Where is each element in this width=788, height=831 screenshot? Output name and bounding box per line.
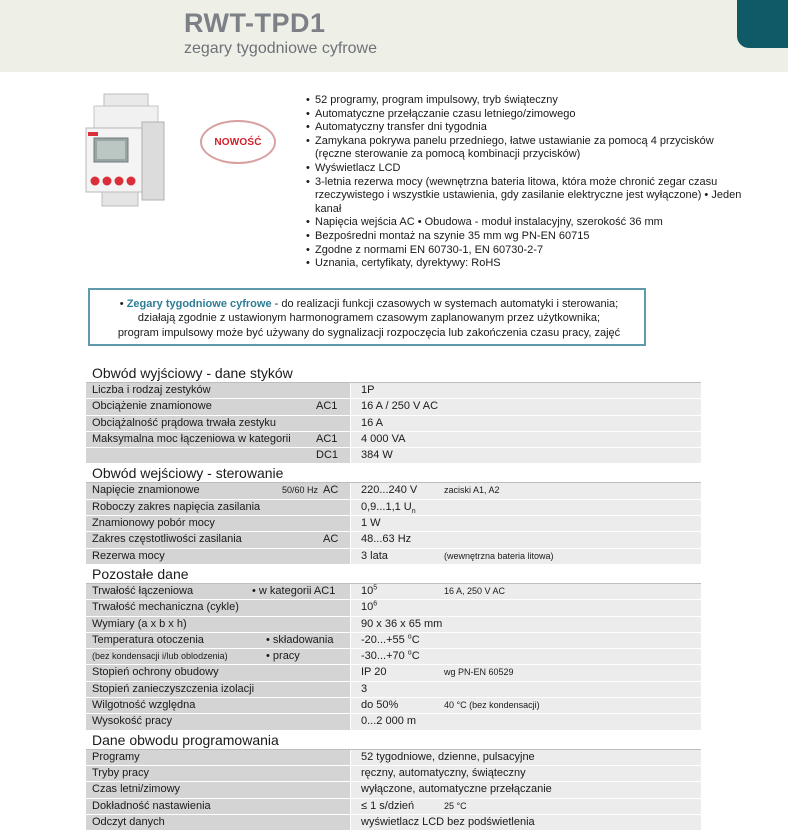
row-label: Trwałość mechaniczna (cykle)	[92, 601, 239, 614]
table-row	[86, 815, 701, 831]
row-label: Temperatura otoczenia	[92, 633, 204, 646]
row-label: Napięcie znamionowe	[92, 484, 200, 497]
column-divider	[350, 750, 351, 765]
row-qualifier: • pracy	[266, 650, 300, 663]
info-line-3: program impulsowy może być używany do sygnalizacji rozpoczęcia lub zakończenia czasu pracy, zajęć	[117, 326, 621, 339]
row-value: 16 A	[361, 416, 384, 429]
spec-table	[86, 364, 701, 831]
table-row	[86, 500, 701, 516]
table-row	[86, 782, 701, 798]
column-divider	[350, 799, 351, 814]
value-cell-bg	[351, 516, 701, 531]
column-divider	[350, 432, 351, 447]
column-divider	[350, 500, 351, 515]
feature-item: • Automatyczne przełączanie czasu letniego/zimowego	[306, 108, 746, 122]
table-row	[86, 714, 701, 730]
column-divider	[350, 649, 351, 664]
row-value: -30...+70 $^o$C	[361, 649, 420, 663]
table-row	[86, 649, 701, 665]
table-row	[86, 448, 701, 464]
row-label: Czas letni/zimowy	[92, 783, 181, 796]
row-label: Stopień ochrony obudowy	[92, 666, 219, 679]
row-value: 16 A / 250 V AC	[361, 400, 439, 413]
table-row	[86, 532, 701, 548]
row-value: wyłączone, automatyczne przełączanie	[361, 783, 552, 796]
column-divider	[350, 399, 351, 414]
feature-item: • Bezpośredni montaż na szynie 35 mm wg PN-EN 60715	[306, 230, 746, 244]
row-label: Maksymalna moc łączeniowa w kategorii	[92, 432, 291, 445]
table-row	[86, 750, 701, 766]
row-label: Obciążalność prądowa trwała zestyku	[92, 416, 277, 429]
table-row	[86, 633, 701, 649]
new-badge	[200, 120, 276, 164]
row-qualifier: AC1	[316, 432, 338, 445]
row-label: Stopień zanieczyszczenia izolacji	[92, 682, 255, 695]
info-text-1: - do realizacji funkcji czasowych w systemach automatyki i sterowania;	[271, 298, 619, 310]
row-value: -20...+55 $^o$C	[361, 633, 420, 646]
value-cell-bg	[351, 584, 701, 599]
new-badge-label: NOWOŚĆ	[214, 136, 262, 148]
row-value: wyświetlacz LCD bez podświetlenia	[361, 815, 535, 828]
corner-tab	[737, 0, 788, 48]
row-value: 4 000 VA	[361, 432, 406, 445]
feature-item: • Zgodne z normami EN 60730-1, EN 60730-2-7	[306, 244, 746, 258]
value-cell-bg	[351, 682, 701, 697]
info-box	[88, 288, 646, 346]
value-cell-bg	[351, 383, 701, 398]
column-divider	[350, 584, 351, 599]
row-value: ręczny, automatyczny, świąteczny	[361, 766, 526, 779]
column-divider	[350, 483, 351, 498]
column-divider	[350, 532, 351, 547]
row-qualifier: • składowania	[266, 633, 334, 646]
table-row	[86, 549, 701, 565]
row-qualifier: DC1	[316, 449, 339, 462]
row-label: Tryby pracy	[92, 766, 150, 779]
row-value: 1 W	[361, 517, 381, 530]
row-value: $10^5$	[361, 584, 378, 597]
info-bold: Zegary tygodniowe cyfrowe	[126, 298, 272, 310]
row-value: 3 lata	[361, 549, 388, 562]
info-line-2: działają zgodnie z ustawionym harmonogramem czasowym zaplanowanym przez użytkownika;	[137, 312, 601, 325]
value-superscript: o	[407, 649, 412, 657]
row-value: $10^6$	[361, 600, 378, 614]
row-label: Wymiary (a x b x h)	[92, 617, 187, 630]
feature-item: • 3-letnia rezerwa mocy (wewnętrzna bateria litowa, która może chronić zegar czasu rzeczywistego i wszystkie ustawienia, gdy zasilanie elektryczne jest wyłączone) • Jeden kanał	[306, 176, 746, 217]
value-cell-bg	[351, 416, 701, 431]
device-image	[80, 92, 172, 212]
row-label: Znamionowy pobór mocy	[92, 517, 215, 530]
row-label: Wysokość pracy	[92, 715, 172, 728]
row-value: 90 x 36 x 65 mm	[361, 617, 443, 630]
row-note: (wewnętrzna bateria litowa)	[444, 550, 554, 561]
column-divider	[350, 714, 351, 729]
row-value: 220...240 V	[361, 484, 418, 497]
value-superscript: 6	[373, 600, 378, 608]
value-cell-bg	[351, 665, 701, 680]
column-divider	[350, 600, 351, 615]
column-divider	[350, 617, 351, 632]
table-row	[86, 432, 701, 448]
column-divider	[350, 682, 351, 697]
row-label: Zakres częstotliwości zasilania	[92, 533, 242, 546]
row-value: 1P	[361, 384, 375, 396]
table-row	[86, 617, 701, 633]
row-value: IP 20	[361, 666, 387, 679]
row-note: zaciski A1, A2	[444, 485, 500, 496]
column-divider	[350, 448, 351, 463]
table-row	[86, 516, 701, 532]
row-value: ≤ 1 s/dzień	[361, 799, 415, 812]
row-note: 25 °C	[444, 800, 467, 811]
row-value: 0...2 000 m	[361, 715, 417, 728]
column-divider	[350, 698, 351, 713]
value-subscript: n	[411, 507, 416, 515]
table-row	[86, 600, 701, 616]
row-value: 3	[361, 682, 368, 695]
info-line-1: • Zegary tygodniowe cyfrowe - do realizacji funkcji czasowych w systemach automatyki i sterowania;	[119, 298, 619, 310]
row-label: Wilgotność względna	[92, 699, 196, 712]
table-row	[86, 584, 701, 600]
section-title: Pozostałe dane	[86, 565, 701, 584]
row-label: Trwałość łączeniowa	[92, 584, 194, 597]
row-value: do 50%	[361, 699, 399, 712]
row-note: wg PN-EN 60529	[444, 667, 514, 678]
column-divider	[350, 815, 351, 830]
row-label: Roboczy zakres napięcia zasilania	[92, 500, 261, 513]
row-label: (bez kondensacji i/lub oblodzenia)	[92, 651, 228, 662]
row-qualifier: • w kategorii AC1	[252, 584, 336, 597]
row-value: 52 tygodniowe, dzienne, pulsacyjne	[361, 750, 535, 763]
column-divider	[350, 633, 351, 648]
table-row	[86, 682, 701, 698]
section-title: Obwód wyjściowy - dane styków	[86, 364, 701, 383]
table-row	[86, 665, 701, 681]
column-divider	[350, 416, 351, 431]
column-divider	[350, 549, 351, 564]
section-title: Obwód wejściowy - sterowanie	[86, 464, 701, 483]
feature-item: • Uznania, certyfikaty, dyrektywy: RoHS	[306, 257, 746, 271]
feature-item: • 52 programy, program impulsowy, tryb świąteczny	[306, 94, 746, 108]
row-qualifier: AC	[323, 533, 339, 546]
row-label: Odczyt danych	[92, 815, 165, 828]
table-row	[86, 416, 701, 432]
feature-list	[306, 94, 746, 271]
column-divider	[350, 766, 351, 781]
row-label: Dokładność nastawienia	[92, 799, 211, 812]
column-divider	[350, 516, 351, 531]
column-divider	[350, 665, 351, 680]
table-row	[86, 766, 701, 782]
value-superscript: 5	[373, 584, 378, 592]
feature-item: • Wyświetlacz LCD	[306, 162, 746, 176]
column-divider	[350, 383, 351, 398]
feature-item: • Automatyczny transfer dni tygodnia	[306, 121, 746, 135]
row-mid-small: 50/60 Hz	[282, 485, 319, 496]
value-superscript: o	[407, 633, 412, 641]
feature-item: • Napięcia wejścia AC • Obudowa - moduł instalacyjny, szerokość 36 mm	[306, 216, 746, 230]
row-label: Obciążenie znamionowe	[92, 400, 212, 413]
value-cell-bg	[351, 448, 701, 463]
row-value: 48...63 Hz	[361, 533, 412, 546]
column-divider	[350, 782, 351, 797]
header-band	[0, 0, 788, 72]
row-value: 384 W	[361, 449, 393, 462]
row-qualifier: AC	[323, 484, 339, 497]
row-label: Programy	[92, 750, 140, 763]
row-qualifier: AC1	[316, 400, 338, 413]
row-note: 40 °C (bez kondensacji)	[444, 700, 540, 711]
section-title: Dane obwodu programowania	[86, 731, 701, 750]
table-row	[86, 383, 701, 399]
table-row	[86, 483, 701, 499]
feature-item: • Zamykana pokrywa panelu przedniego, łatwe ustawianie za pomocą 4 przycisków (ręczne sterowanie za pomocą kombinacji przycisków)	[306, 135, 746, 162]
row-value: 0,9...1,1 $U_n$	[361, 500, 416, 515]
value-cell-bg	[351, 600, 701, 615]
table-row	[86, 698, 701, 714]
row-note: 16 A, 250 V AC	[444, 585, 506, 596]
table-row	[86, 799, 701, 815]
page-subtitle: zegary tygodniowe cyfrowe	[184, 40, 377, 57]
table-row	[86, 399, 701, 415]
page-title: RWT-TPD1	[184, 8, 326, 38]
row-label: Rezerwa mocy	[92, 549, 165, 562]
row-label: Liczba i rodzaj zestyków	[92, 384, 211, 396]
